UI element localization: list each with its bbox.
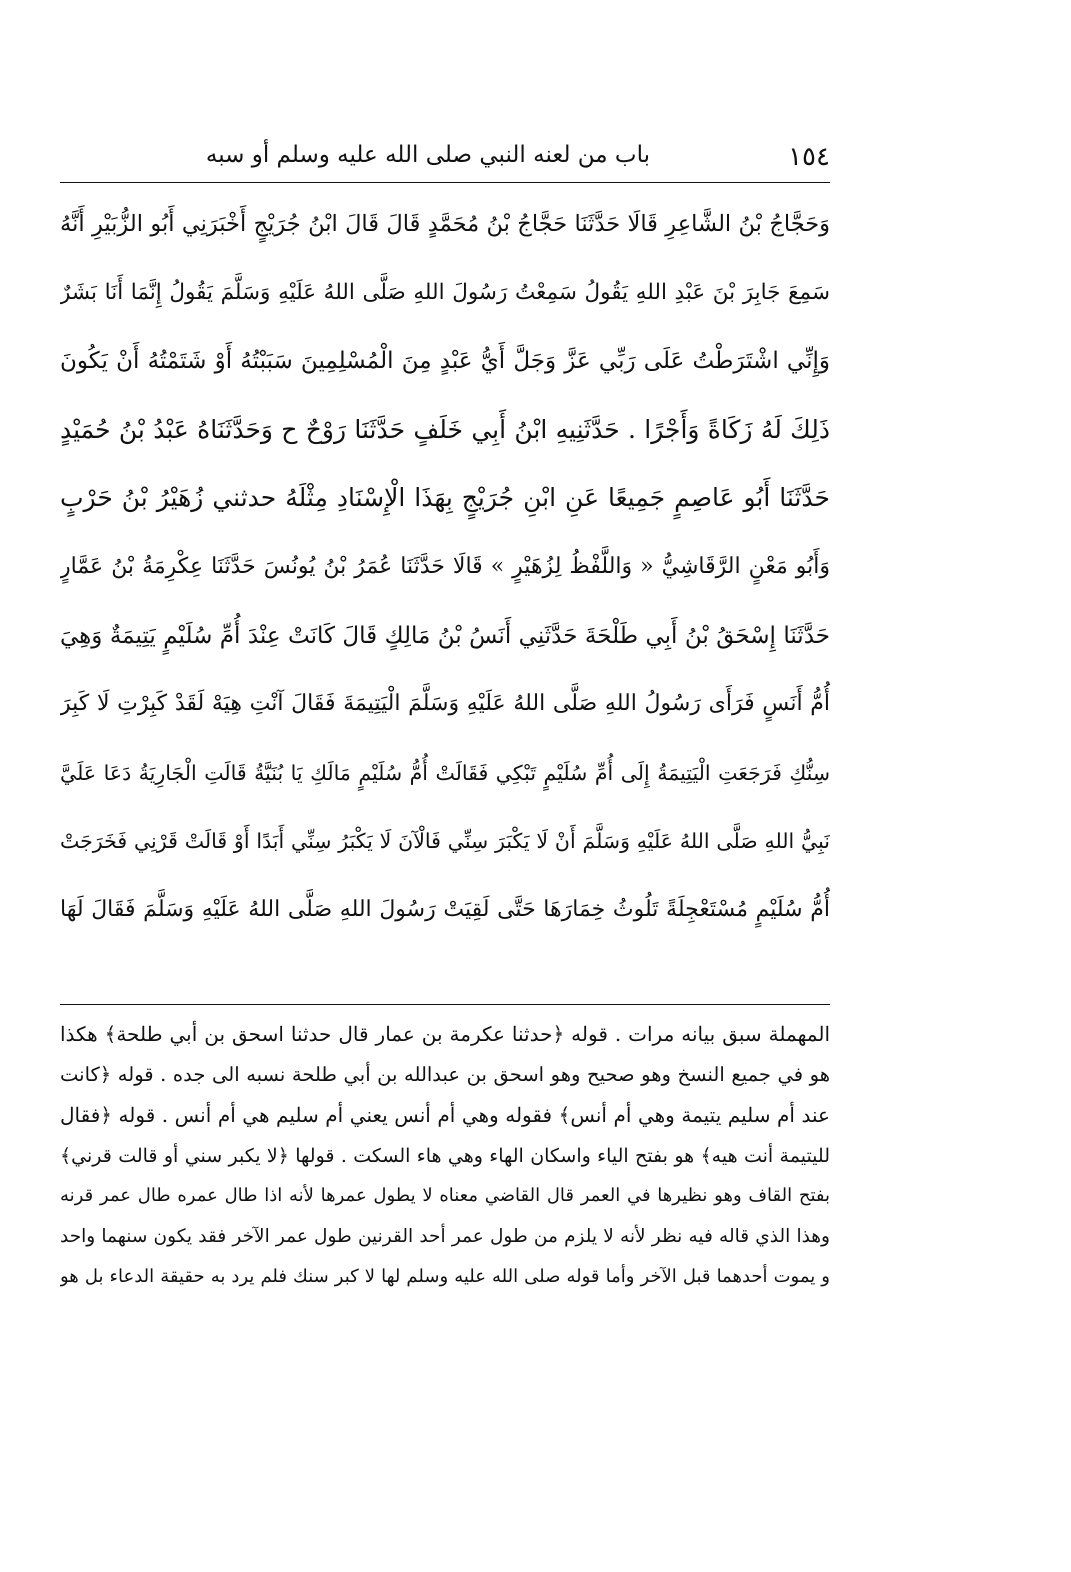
text-line: سَمِعَ جَابِرَ بْنَ عَبْدِ اللهِ يَقُولُ سَمِعْتُ رَسُولَ اللهِ صَلَّى اللهُ عَلَيْهِ وَسَلَّمَ يَقُولُ إِنَّمَا أَنَا بَشَرٌ	[60, 279, 830, 305]
chapter-title: باب من لعنه النبي صلى الله عليه وسلم أو سبه	[205, 142, 650, 168]
text-line: أُمُّ سُلَيْمٍ مُسْتَعْجِلَةً تَلُوثُ خِمَارَهَا حَتَّى لَقِيَتْ رَسُولَ اللهِ صَلَّى اللهُ عَلَيْهِ وَسَلَّمَ فَقَالَ لَهَا	[60, 896, 830, 922]
text-line: وَأَبُو مَعْنٍ الرَّقَاشِيُّ « وَاللَّفْظُ لِزُهَيْرٍ » قَالَا حَدَّثَنَا عُمَرُ بْنُ يُونُسَ حَدَّثَنَا عِكْرِمَةُ بْنُ عَمَّارٍ	[60, 553, 830, 579]
commentary-line: و يموت أحدهما قبل الآخر وأما قوله صلى الله عليه وسلم لها لا كبر سنك فلم يرد به حقيقة الدعاء بل هو	[60, 1266, 830, 1287]
text-line: نَبِيُّ اللهِ صَلَّى اللهُ عَلَيْهِ وَسَلَّمَ أَنْ لَا يَكْبَرَ سِنِّي فَالْآنَ لَا يَكْبَرُ سِنِّي أَبَدًا أَوْ قَالَتْ قَرْنِي فَخَرَجَتْ	[60, 829, 830, 854]
commentary-rule	[60, 1004, 830, 1005]
text-line: سِنُّكِ فَرَجَعَتِ الْيَتِيمَةُ إِلَى أُمِّ سُلَيْمٍ تَبْكِي فَقَالَتْ أُمُّ سُلَيْمٍ مَالَكِ يَا بُنَيَّةُ قَالَتِ الْجَارِيَةُ دَعَا عَلَيَّ	[60, 760, 830, 785]
text-line: وَإِنِّي اشْتَرَطْتُ عَلَى رَبِّي عَزَّ وَجَلَّ أَيُّ عَبْدٍ مِنَ الْمُسْلِمِينَ سَبَبْتُهُ أَوْ شَتَمْتُهُ أَنْ يَكُونَ	[60, 348, 830, 375]
text-line: حَدَّثَنَا أَبُو عَاصِمٍ جَمِيعًا عَنِ ابْنِ جُرَيْجٍ بِهَذَا الْإِسْنَادِ مِثْلَهُ حدثني زُهَيْرُ بْنُ حَرْبٍ	[60, 483, 830, 513]
commentary-line: عند أم سليم يتيمة وهي أم أنس﴾ فقوله وهي أم أنس يعني أم سليم هي أم أنس . قوله ﴿فقال	[60, 1103, 830, 1127]
commentary-line: المهملة سبق بيانه مرات . قوله ﴿حدثنا عكرمة بن عمار قال حدثنا اسحق بن أبي طلحة﴾ هكذا	[60, 1022, 830, 1046]
text-line: حَدَّثَنَا إِسْحَقُ بْنُ أَبِي طَلْحَةَ حَدَّثَنِي أَنَسُ بْنُ مَالِكٍ قَالَ كَانَتْ عِنْدَ أُمِّ سُلَيْمٍ يَتِيمَةٌ وَهِيَ	[60, 622, 830, 649]
text-line: وَحَجَّاجُ بْنُ الشَّاعِرِ قَالَا حَدَّثَنَا حَجَّاجُ بْنُ مُحَمَّدٍ قَالَ قَالَ ابْنُ جُرَيْجٍ أَخْبَرَنِي أَبُو الزُّبَيْرِ أَنَّهُ	[60, 211, 830, 237]
commentary-text	[60, 1014, 830, 1298]
hadith-text	[60, 190, 830, 945]
commentary-line: بفتح القاف وهو نظيرها في العمر قال القاضي معناه لا يطول عمرها لأنه اذا طال عمره طال عمر قرنه	[60, 1185, 830, 1206]
running-header	[60, 138, 830, 180]
commentary-line: لليتيمة أنت هيه﴾ هو بفتح الياء واسكان الهاء وهي هاء السكت . قولها ﴿لا يكبر سني أو قالت قرني﴾	[60, 1144, 830, 1167]
commentary-line: وهذا الذي قاله فيه نظر لأنه لا يلزم من طول عمر أحد القرنين طول عمر الآخر فقد يكون سنهما واحد	[60, 1225, 830, 1247]
text-line: أُمُّ أَنَسٍ فَرَأَى رَسُولُ اللهِ صَلَّى اللهُ عَلَيْهِ وَسَلَّمَ الْيَتِيمَةَ فَقَالَ آنْتِ هِيَهْ لَقَدْ كَبِرْتِ لَا كَبِرَ	[60, 691, 830, 717]
commentary-line: هو في جميع النسخ وهو صحيح وهو اسحق بن عبدالله بن أبي طلحة نسبه الى جده . قوله ﴿كانت	[60, 1062, 830, 1086]
header-rule	[60, 182, 830, 183]
text-line: ذَلِكَ لَهُ زَكَاةً وَأَجْرًا . حَدَّثَنِيهِ ابْنُ أَبِي خَلَفٍ حَدَّثَنَا رَوْحٌ ح وَحَدَّثَنَاهُ عَبْدُ بْنُ حُمَيْدٍ	[60, 414, 830, 444]
page-number: ١٥٤	[788, 142, 830, 172]
